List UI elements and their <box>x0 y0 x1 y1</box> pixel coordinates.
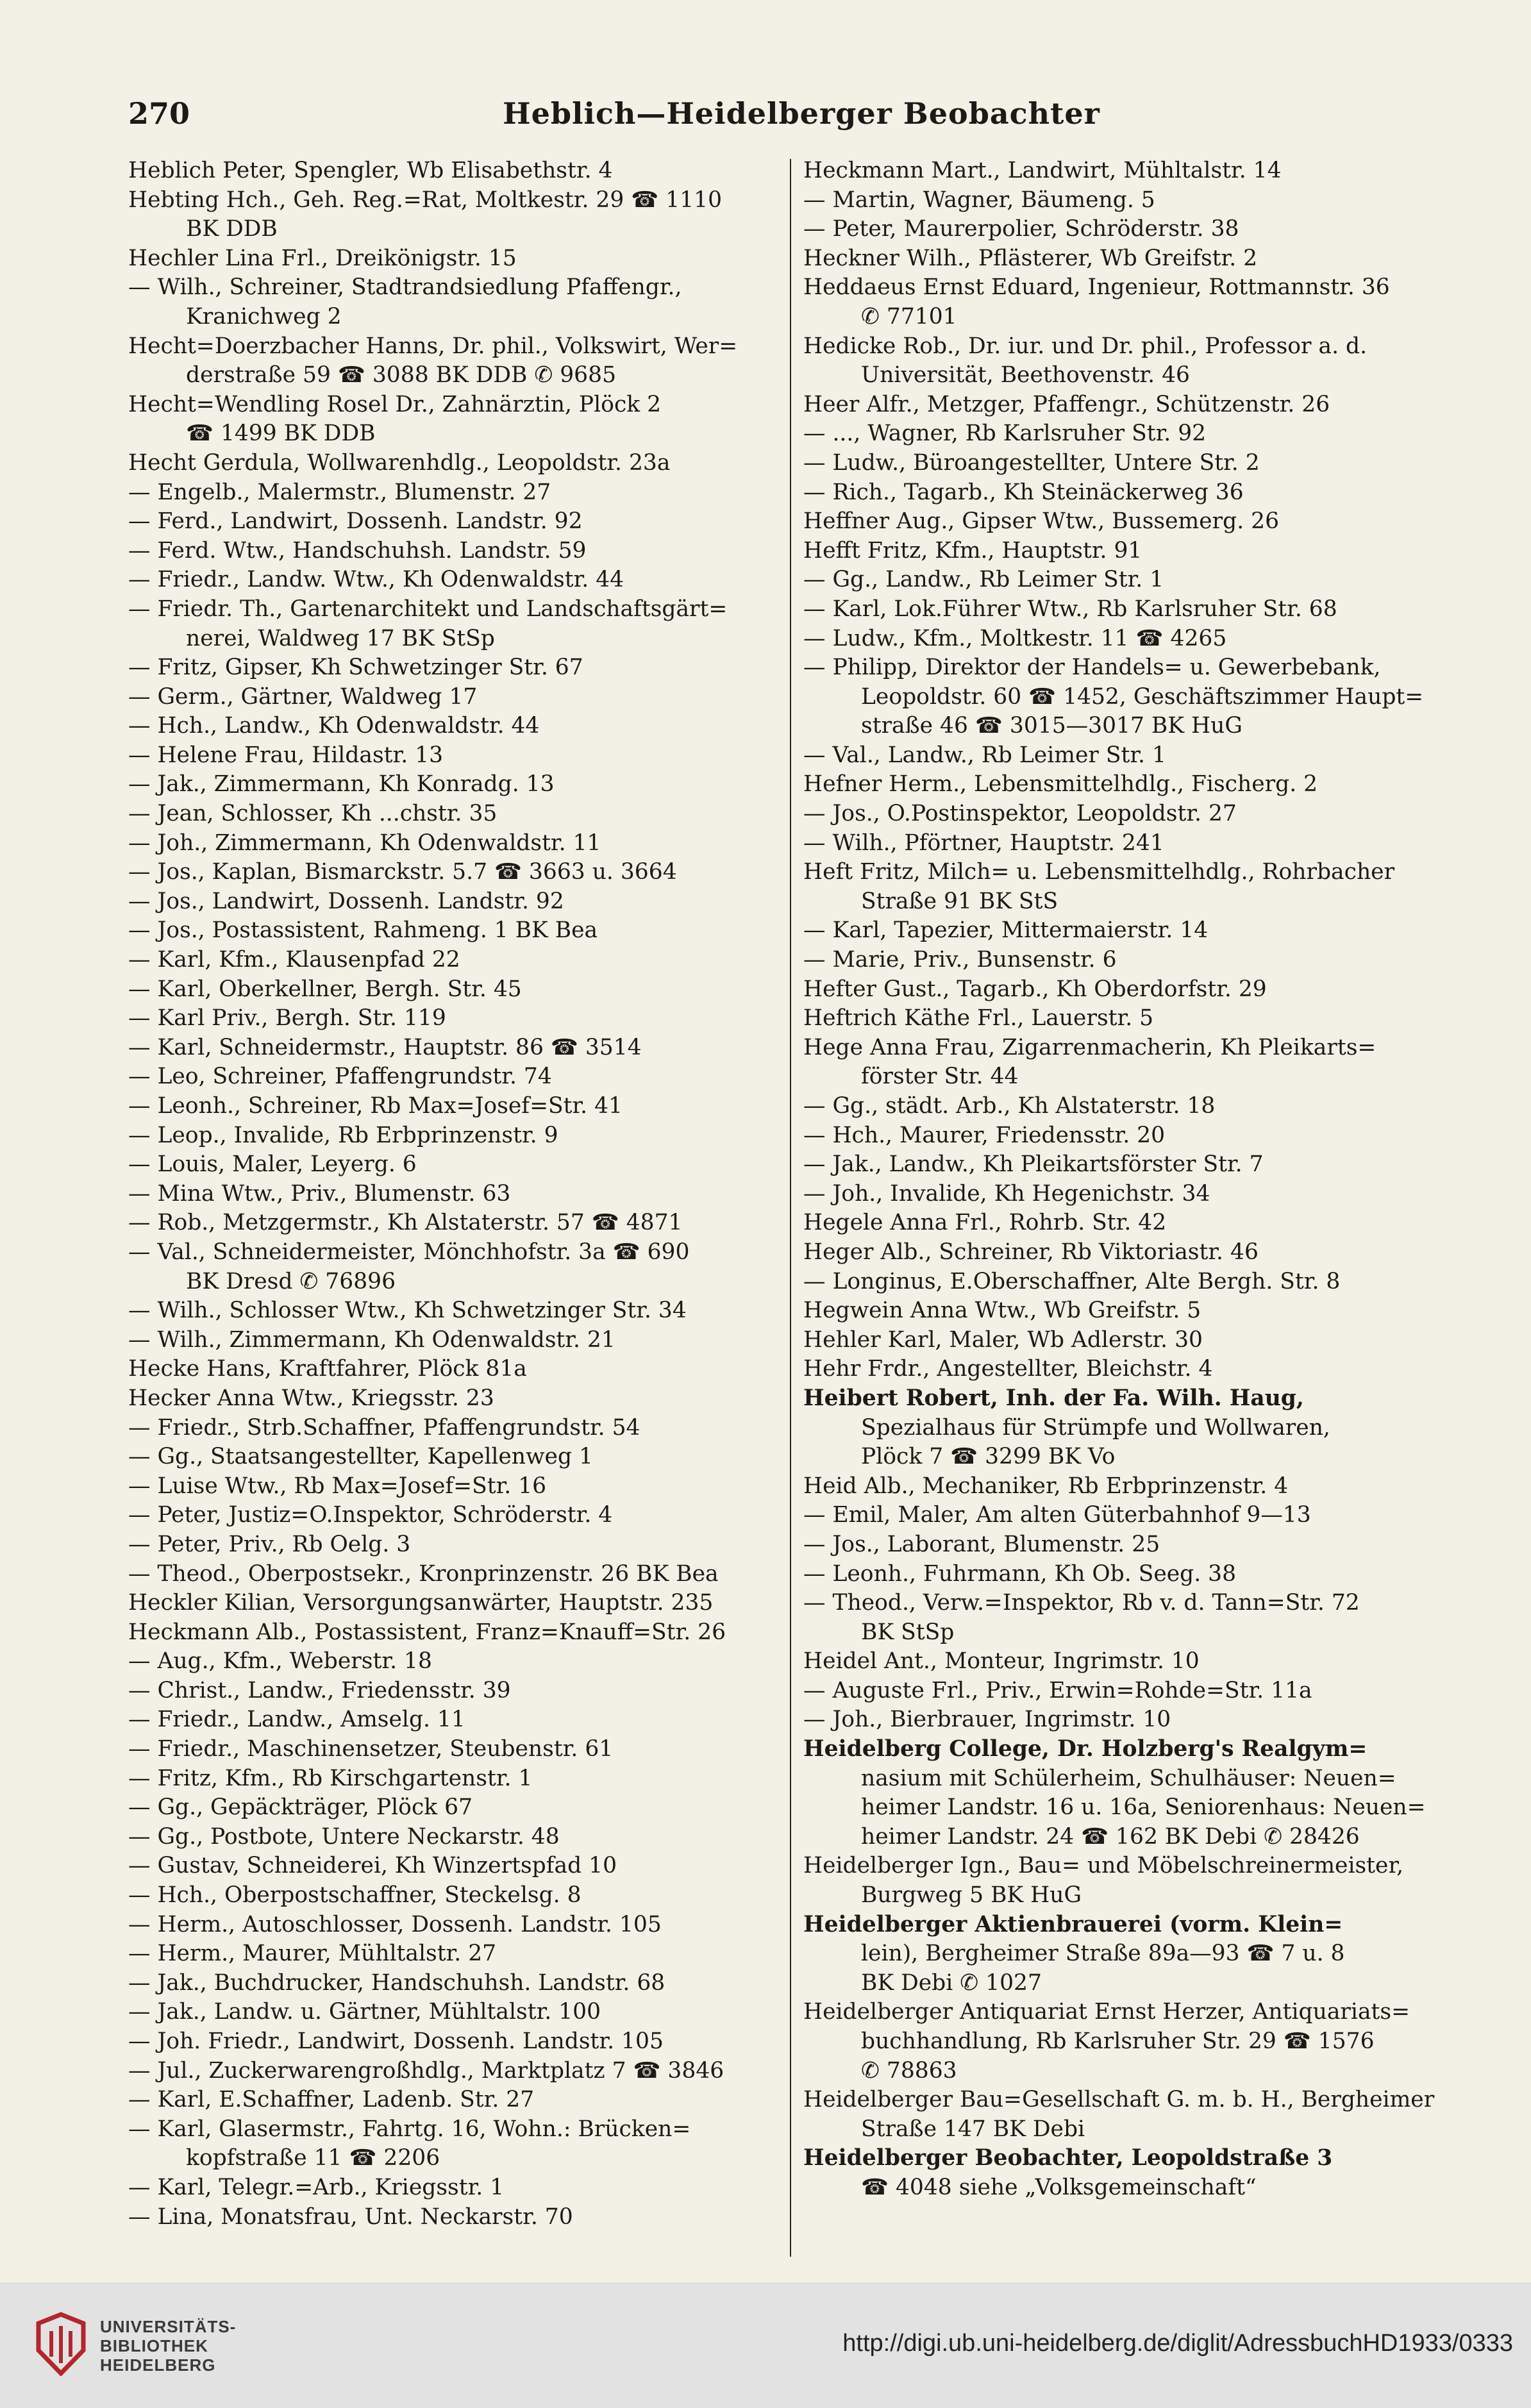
directory-entry-line: — Philipp, Direktor der Handels= u. Gewerbebank, <box>803 655 1381 681</box>
logo-line: HEIDELBERG <box>100 2355 216 2375</box>
directory-entry-line: — Ludw., Büroangestellter, Untere Str. 2 <box>803 449 1260 476</box>
directory-entry-line: — Karl, Kfm., Klausenpfad 22 <box>128 947 460 973</box>
directory-entry-line: Heidelberger Beobachter, Leopoldstraße 3 <box>803 2145 1333 2171</box>
directory-entry-line: — Luise Wtw., Rb Max=Josef=Str. 16 <box>128 1473 547 1499</box>
directory-entry-line: — Hch., Landw., Kh Odenwaldstr. 44 <box>128 713 540 739</box>
directory-entry-line: — Joh., Invalide, Kh Hegenichstr. 34 <box>803 1180 1210 1207</box>
directory-entry-line: — Peter, Priv., Rb Oelg. 3 <box>128 1531 411 1557</box>
directory-entry-line: Heckmann Alb., Postassistent, Franz=Knauff=Str. 26 <box>128 1619 726 1645</box>
directory-entry-line: — Karl Priv., Bergh. Str. 119 <box>128 1005 446 1032</box>
directory-entry-line: — Wilh., Schlosser Wtw., Kh Schwetzinger Str. 34 <box>128 1298 687 1324</box>
directory-entry-line: Universität, Beethovenstr. 46 <box>861 362 1190 389</box>
left-column <box>128 156 782 2259</box>
directory-entry-line: — Joh., Bierbrauer, Ingrimstr. 10 <box>803 1707 1171 1733</box>
directory-entry-line: — Jos., O.Postinspektor, Leopoldstr. 27 <box>803 801 1237 827</box>
directory-entry-line: — Gg., Landw., Rb Leimer Str. 1 <box>803 567 1164 593</box>
directory-entry-line: — Gg., Staatsangestellter, Kapellenweg 1 <box>128 1444 593 1470</box>
directory-entry-line: Plöck 7 ☎ 3299 BK Vo <box>861 1444 1116 1470</box>
directory-entry-line: — Ferd., Landwirt, Dossenh. Landstr. 92 <box>128 508 583 535</box>
directory-entry-line: — ..., Wagner, Rb Karlsruher Str. 92 <box>803 421 1207 447</box>
directory-entry-line: — Leonh., Schreiner, Rb Max=Josef=Str. 41 <box>128 1093 623 1119</box>
directory-entry-line: — Joh., Zimmermann, Kh Odenwaldstr. 11 <box>128 830 601 856</box>
directory-entry-line: — Leo, Schreiner, Pfaffengrundstr. 74 <box>128 1064 552 1090</box>
directory-entry-line: Heft Fritz, Milch= u. Lebensmittelhdlg., Rohrbacher <box>803 859 1395 885</box>
directory-entry-line: Hecht=Doerzbacher Hanns, Dr. phil., Volkswirt, Wer= <box>128 333 738 359</box>
directory-entry-line: BK Dresd ✆ 76896 <box>186 1268 396 1294</box>
directory-entry-line: — Leop., Invalide, Rb Erbprinzenstr. 9 <box>128 1122 558 1148</box>
directory-entry-line: Heid Alb., Mechaniker, Rb Erbprinzenstr. 4 <box>803 1473 1289 1499</box>
directory-entry-line: — Jak., Landw. u. Gärtner, Mühltalstr. 100 <box>128 1999 601 2025</box>
directory-entry-line: Hefner Herm., Lebensmittelhdlg., Fischerg. 2 <box>803 771 1318 798</box>
directory-entry-line: — Aug., Kfm., Weberstr. 18 <box>128 1648 432 1675</box>
directory-entry-line: Heer Alfr., Metzger, Pfaffengr., Schützenstr. 26 <box>803 391 1330 417</box>
directory-entry-line: Hecht Gerdula, Wollwarenhdlg., Leopoldstr. 23a <box>128 449 671 476</box>
directory-entry-line: — Fritz, Kfm., Rb Kirschgartenstr. 1 <box>128 1765 533 1791</box>
directory-entry-line: — Hch., Oberpostschaffner, Steckelsg. 8 <box>128 1882 581 1909</box>
directory-entry-line: Heftrich Käthe Frl., Lauerstr. 5 <box>803 1005 1154 1032</box>
directory-entry-line: förster Str. 44 <box>861 1064 1019 1090</box>
directory-entry-line: — Ludw., Kfm., Moltkestr. 11 ☎ 4265 <box>803 625 1227 651</box>
directory-entry-line: — Peter, Maurerpolier, Schröderstr. 38 <box>803 216 1239 242</box>
directory-entry-line: Hedicke Rob., Dr. iur. und Dr. phil., Professor a. d. <box>803 333 1368 359</box>
directory-entry-line: — Jean, Schlosser, Kh ...chstr. 35 <box>128 801 498 827</box>
directory-entry-line: straße 46 ☎ 3015—3017 BK HuG <box>861 713 1242 739</box>
directory-entry-line: BK DDB <box>186 216 278 242</box>
directory-entry-line: Hecht=Wendling Rosel Dr., Zahnärztin, Plöck 2 <box>128 391 662 417</box>
directory-entry-line: Straße 91 BK StS <box>861 888 1058 914</box>
directory-entry-line: Hegele Anna Frl., Rohrb. Str. 42 <box>803 1210 1167 1236</box>
directory-entry-line: — Friedr., Landw., Amselg. 11 <box>128 1707 465 1733</box>
directory-entry-line: — Herm., Maurer, Mühltalstr. 27 <box>128 1941 497 1967</box>
directory-entry-line: — Lina, Monatsfrau, Unt. Neckarstr. 70 <box>128 2203 573 2230</box>
source-url-link[interactable]: http://digi.ub.uni-heidelberg.de/diglit/AdressbuchHD1933/0333 <box>842 2330 1513 2357</box>
directory-entry-line: — Leonh., Fuhrmann, Kh Ob. Seeg. 38 <box>803 1560 1237 1587</box>
directory-entry-line: Hefft Fritz, Kfm., Hauptstr. 91 <box>803 537 1142 564</box>
directory-entry-line: nerei, Waldweg 17 BK StSp <box>186 625 495 651</box>
directory-entry-line: Kranichweg 2 <box>186 303 342 330</box>
directory-entry-line: Heddaeus Ernst Eduard, Ingenieur, Rottmannstr. 36 <box>803 274 1390 301</box>
directory-entry-line: — Jak., Zimmermann, Kh Konradg. 13 <box>128 771 555 798</box>
directory-entry-line: kopfstraße 11 ☎ 2206 <box>186 2145 440 2171</box>
directory-entry-line: — Mina Wtw., Priv., Blumenstr. 63 <box>128 1180 511 1207</box>
directory-entry-line: derstraße 59 ☎ 3088 BK DDB ✆ 9685 <box>186 362 617 389</box>
directory-entry-line: — Gg., Gepäckträger, Plöck 67 <box>128 1794 473 1821</box>
directory-entry-line: — Jos., Postassistent, Rahmeng. 1 BK Bea <box>128 917 598 944</box>
directory-entry-line: — Theod., Verw.=Inspektor, Rb v. d. Tann=Str. 72 <box>803 1590 1360 1616</box>
directory-entry-line: BK StSp <box>861 1619 955 1645</box>
directory-entry-line: Heidelberg College, Dr. Holzberg's Realgym= <box>803 1736 1368 1762</box>
directory-entry-line: — Herm., Autoschlosser, Dossenh. Landstr. 105 <box>128 1911 662 1937</box>
directory-entry-line: — Wilh., Zimmermann, Kh Odenwaldstr. 21 <box>128 1326 615 1353</box>
directory-entry-line: — Germ., Gärtner, Waldweg 17 <box>128 683 478 710</box>
directory-entry-line: ✆ 78863 <box>861 2057 957 2084</box>
page-header <box>128 96 1475 141</box>
directory-entry-line: lein), Bergheimer Straße 89a—93 ☎ 7 u. 8 <box>861 1941 1345 1967</box>
directory-entry-line: — Karl, Glasermstr., Fahrtg. 16, Wohn.: Brücken= <box>128 2116 691 2142</box>
directory-entry-line: — Fritz, Gipser, Kh Schwetzinger Str. 67 <box>128 655 583 681</box>
directory-entry-line: ☎ 4048 siehe „Volksgemeinschaft“ <box>861 2174 1257 2200</box>
directory-entry-line: — Hch., Maurer, Friedensstr. 20 <box>803 1122 1166 1148</box>
directory-entry-line: — Karl, Schneidermstr., Hauptstr. 86 ☎ 3514 <box>128 1034 642 1060</box>
directory-entry-line: — Louis, Maler, Leyerg. 6 <box>128 1151 417 1178</box>
directory-entry-line: Hehler Karl, Maler, Wb Adlerstr. 30 <box>803 1326 1203 1353</box>
directory-entry-line: Hehr Frdr., Angestellter, Bleichstr. 4 <box>803 1356 1213 1382</box>
viewer-footer <box>0 2282 1531 2408</box>
directory-entry-line: BK Debi ✆ 1027 <box>861 1969 1042 1996</box>
directory-entry-line: Burgweg 5 BK HuG <box>861 1882 1082 1909</box>
page-number: 270 <box>128 96 190 131</box>
directory-entry-line: Hefter Gust., Tagarb., Kh Oberdorfstr. 29 <box>803 976 1267 1002</box>
directory-entry-line: — Theod., Oberpostsekr., Kronprinzenstr. 26 BK Bea <box>128 1560 719 1587</box>
directory-entry-line: — Jos., Landwirt, Dossenh. Landstr. 92 <box>128 888 564 914</box>
directory-entry-line: — Karl, Oberkellner, Bergh. Str. 45 <box>128 976 522 1002</box>
directory-entry-line: — Ferd. Wtw., Handschuhsh. Landstr. 59 <box>128 537 587 564</box>
directory-entry-line: Heidelberger Antiquariat Ernst Herzer, Antiquariats= <box>803 1999 1410 2025</box>
directory-entry-line: — Karl, E.Schaffner, Ladenb. Str. 27 <box>128 2087 535 2113</box>
directory-entry-line: Hegwein Anna Wtw., Wb Greifstr. 5 <box>803 1298 1201 1324</box>
directory-entry-line: — Marie, Priv., Bunsenstr. 6 <box>803 947 1117 973</box>
directory-entry-line: — Karl, Lok.Führer Wtw., Rb Karlsruher Str. 68 <box>803 596 1337 622</box>
directory-entry-line: buchhandlung, Rb Karlsruher Str. 29 ☎ 1576 <box>861 2028 1375 2054</box>
directory-entry-line: — Joh. Friedr., Landwirt, Dossenh. Landstr. 105 <box>128 2028 664 2054</box>
directory-entry-line: — Longinus, E.Oberschaffner, Alte Bergh. Str. 8 <box>803 1268 1341 1294</box>
directory-entry-line: — Friedr. Th., Gartenarchitekt und Landschaftsgärt= <box>128 596 728 622</box>
directory-entry-line: Hecker Anna Wtw., Kriegsstr. 23 <box>128 1385 494 1411</box>
directory-entry-line: Heffner Aug., Gipser Wtw., Bussemerg. 26 <box>803 508 1280 535</box>
logo-line: UNIVERSITÄTS- <box>100 2317 237 2336</box>
directory-entry-line: — Val., Landw., Rb Leimer Str. 1 <box>803 742 1166 768</box>
directory-entry-line: — Friedr., Maschinensetzer, Steubenstr. 61 <box>128 1736 614 1762</box>
directory-entry-line: — Engelb., Malermstr., Blumenstr. 27 <box>128 479 551 505</box>
directory-entry-line: Heckler Kilian, Versorgungsanwärter, Hauptstr. 235 <box>128 1590 714 1616</box>
directory-entry-line: Heibert Robert, Inh. der Fa. Wilh. Haug, <box>803 1385 1304 1411</box>
directory-entry-line: Hechler Lina Frl., Dreikönigstr. 15 <box>128 245 517 271</box>
directory-entry-line: — Emil, Maler, Am alten Güterbahnhof 9—13 <box>803 1502 1311 1528</box>
directory-entry-line: — Christ., Landw., Friedensstr. 39 <box>128 1677 511 1703</box>
directory-entry-line: — Martin, Wagner, Bäumeng. 5 <box>803 187 1155 213</box>
directory-entry-line: — Friedr., Strb.Schaffner, Pfaffengrundstr. 54 <box>128 1414 640 1441</box>
directory-entry-line: — Rich., Tagarb., Kh Steinäckerweg 36 <box>803 479 1244 505</box>
library-logo-text <box>100 2317 236 2375</box>
directory-entry-line: Heidel Ant., Monteur, Ingrimstr. 10 <box>803 1648 1200 1675</box>
directory-entry-line: — Karl, Tapezier, Mittermaierstr. 14 <box>803 917 1209 944</box>
directory-entry-line: nasium mit Schülerheim, Schulhäuser: Neuen= <box>861 1765 1396 1791</box>
directory-entry-line: ✆ 77101 <box>861 303 957 330</box>
directory-entry-line: — Helene Frau, Hildastr. 13 <box>128 742 444 768</box>
directory-entry-line: — Wilh., Pförtner, Hauptstr. 241 <box>803 830 1164 856</box>
directory-entry-line: Heblich Peter, Spengler, Wb Elisabethstr. 4 <box>128 158 613 183</box>
directory-entry-line: heimer Landstr. 24 ☎ 162 BK Debi ✆ 28426 <box>861 1823 1360 1850</box>
directory-entry-line: — Jos., Laborant, Blumenstr. 25 <box>803 1531 1160 1557</box>
directory-entry-line: Heckner Wilh., Pflästerer, Wb Greifstr. 2 <box>803 245 1258 271</box>
directory-entry-line: Hege Anna Frau, Zigarrenmacherin, Kh Pleikarts= <box>803 1034 1376 1060</box>
directory-entry-line: — Jak., Buchdrucker, Handschuhsh. Landstr. 68 <box>128 1969 665 1996</box>
directory-entry-line: — Friedr., Landw. Wtw., Kh Odenwaldstr. 44 <box>128 567 624 593</box>
directory-entry-line: Heidelberger Ign., Bau= und Möbelschreinermeister, <box>803 1853 1404 1879</box>
directory-entry-line: — Peter, Justiz=O.Inspektor, Schröderstr. 4 <box>128 1502 613 1528</box>
directory-entry-line: — Gustav, Schneiderei, Kh Winzertspfad 10 <box>128 1853 617 1879</box>
directory-entry-line: ☎ 1499 BK DDB <box>186 421 376 447</box>
directory-entry-line: — Rob., Metzgermstr., Kh Alstaterstr. 57 ☎ 4871 <box>128 1210 683 1236</box>
directory-entry-line: Heger Alb., Schreiner, Rb Viktoriastr. 46 <box>803 1239 1259 1265</box>
logo-line: BIBLIOTHEK <box>100 2336 208 2355</box>
right-column <box>803 156 1457 2259</box>
directory-entry-line: Heidelberger Bau=Gesellschaft G. m. b. H., Bergheimer <box>803 2087 1435 2113</box>
running-title: Heblich—Heidelberger Beobachter <box>503 96 1100 131</box>
directory-entry-line: heimer Landstr. 16 u. 16a, Seniorenhaus: Neuen= <box>861 1794 1426 1821</box>
directory-entry-line: Heckmann Mart., Landwirt, Mühltalstr. 14 <box>803 158 1282 183</box>
directory-entry-line: Hecke Hans, Kraftfahrer, Plöck 81a <box>128 1356 527 1382</box>
directory-entry-line: — Gg., städt. Arb., Kh Alstaterstr. 18 <box>803 1093 1216 1119</box>
directory-entry-line: — Jak., Landw., Kh Pleikartsförster Str. 7 <box>803 1151 1264 1178</box>
column-divider <box>790 159 791 2257</box>
directory-entry-line: — Wilh., Schreiner, Stadtrandsiedlung Pfaffengr., <box>128 274 682 301</box>
library-logo-icon <box>32 2312 90 2376</box>
directory-entry-line: — Karl, Telegr.=Arb., Kriegsstr. 1 <box>128 2174 505 2200</box>
directory-entry-line: Leopoldstr. 60 ☎ 1452, Geschäftszimmer Haupt= <box>861 683 1424 710</box>
directory-entry-line: Heidelberger Aktienbrauerei (vorm. Klein= <box>803 1911 1343 1937</box>
directory-entry-line: — Jul., Zuckerwarengroßhdlg., Marktplatz 7 ☎ 3846 <box>128 2057 724 2084</box>
directory-entry-line: Straße 147 BK Debi <box>861 2116 1085 2142</box>
directory-entry-line: — Jos., Kaplan, Bismarckstr. 5.7 ☎ 3663 u. 3664 <box>128 859 677 885</box>
directory-entry-line: Hebting Hch., Geh. Reg.=Rat, Moltkestr. 29 ☎ 1110 <box>128 187 723 213</box>
directory-entry-line: — Val., Schneidermeister, Mönchhofstr. 3a ☎ 690 <box>128 1239 690 1265</box>
directory-entry-line: — Auguste Frl., Priv., Erwin=Rohde=Str. 11a <box>803 1677 1312 1703</box>
directory-entry-line: — Gg., Postbote, Untere Neckarstr. 48 <box>128 1823 560 1850</box>
directory-entry-line: Spezialhaus für Strümpfe und Wollwaren, <box>861 1414 1330 1441</box>
